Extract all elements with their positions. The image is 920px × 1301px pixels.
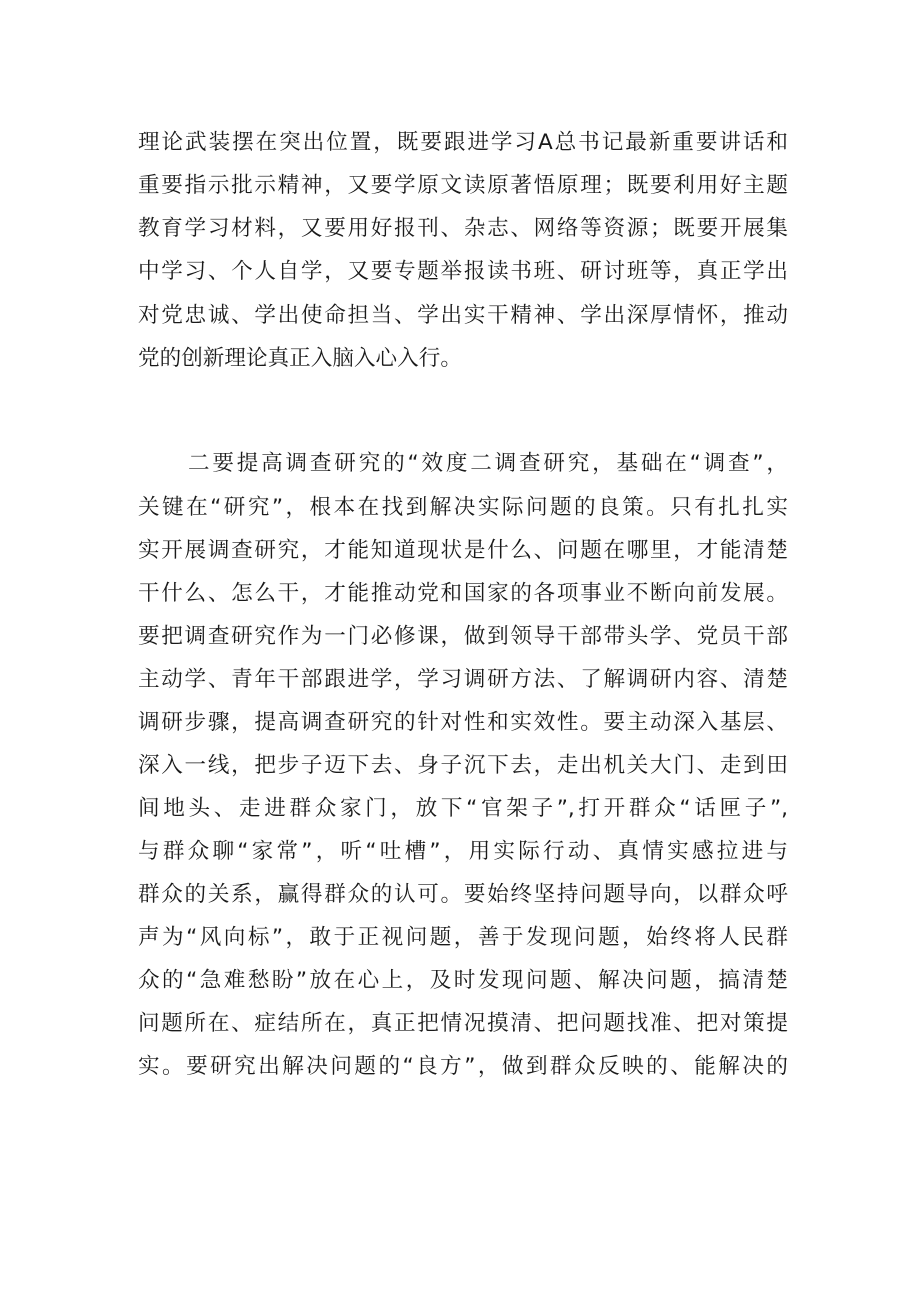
text-line: 二要提高调查研究的“效度二调查研究，基础在“调查”，	[188, 451, 788, 476]
text-line: 对党忠诚、学出使命担当、学出实干精神、学出深厚情怀，推动	[138, 303, 788, 328]
text-line: 重要指示批示精神，又要学原文读原著悟原理；既要利用好主题	[138, 173, 788, 198]
text-line: 实开展调查研究，才能知道现状是什么、问题在哪里，才能清楚	[138, 538, 788, 563]
text-line: 主动学、青年干部跟进学，学习调研方法、了解调研内容、清楚	[138, 667, 788, 692]
text-line: 党的创新理论真正入脑入心入行。	[138, 346, 462, 371]
text-line: 干什么、怎么干，才能推动党和国家的各项事业不断向前发展。	[138, 581, 788, 606]
text-line: 理论武装摆在突出位置，既要跟进学习A总书记最新重要讲话和	[138, 130, 788, 155]
text-line: 实。要研究出解决问题的“良方”，做到群众反映的、能解决的	[138, 1054, 788, 1079]
text-line: 调研步骤，提高调查研究的针对性和实效性。要主动深入基层、	[138, 710, 788, 735]
text-line: 声为“风向标”，敢于正视问题，善于发现问题，始终将人民群	[138, 925, 788, 950]
text-line: 要把调查研究作为一门必修课，做到领导干部带头学、党员干部	[138, 624, 788, 649]
text-line: 深入一线，把步子迈下去、身子沉下去，走出机关大门、走到田	[138, 753, 788, 778]
text-line: 关键在“研究”，根本在找到解决实际问题的良策。只有扎扎实	[138, 495, 788, 520]
text-line: 中学习、个人自学，又要专题举报读书班、研讨班等，真正学出	[138, 259, 788, 284]
text-line: 群众的关系，赢得群众的认可。要始终坚持问题导向，以群众呼	[138, 882, 788, 907]
text-line: 间地头、走进群众家门，放下“官架子”,打开群众“话匣子”,	[138, 796, 788, 821]
text-line: 教育学习材料，又要用好报刊、杂志、网络等资源；既要开展集	[138, 216, 788, 241]
text-line: 问题所在、症结所在，真正把情况摸清、把问题找准、把对策提	[138, 1011, 788, 1036]
text-line: 与群众聊“家常”，听“吐槽”，用实际行动、真情实感拉进与	[138, 839, 788, 864]
text-line: 众的“急难愁盼”放在心上，及时发现问题、解决问题，搞清楚	[138, 968, 788, 993]
